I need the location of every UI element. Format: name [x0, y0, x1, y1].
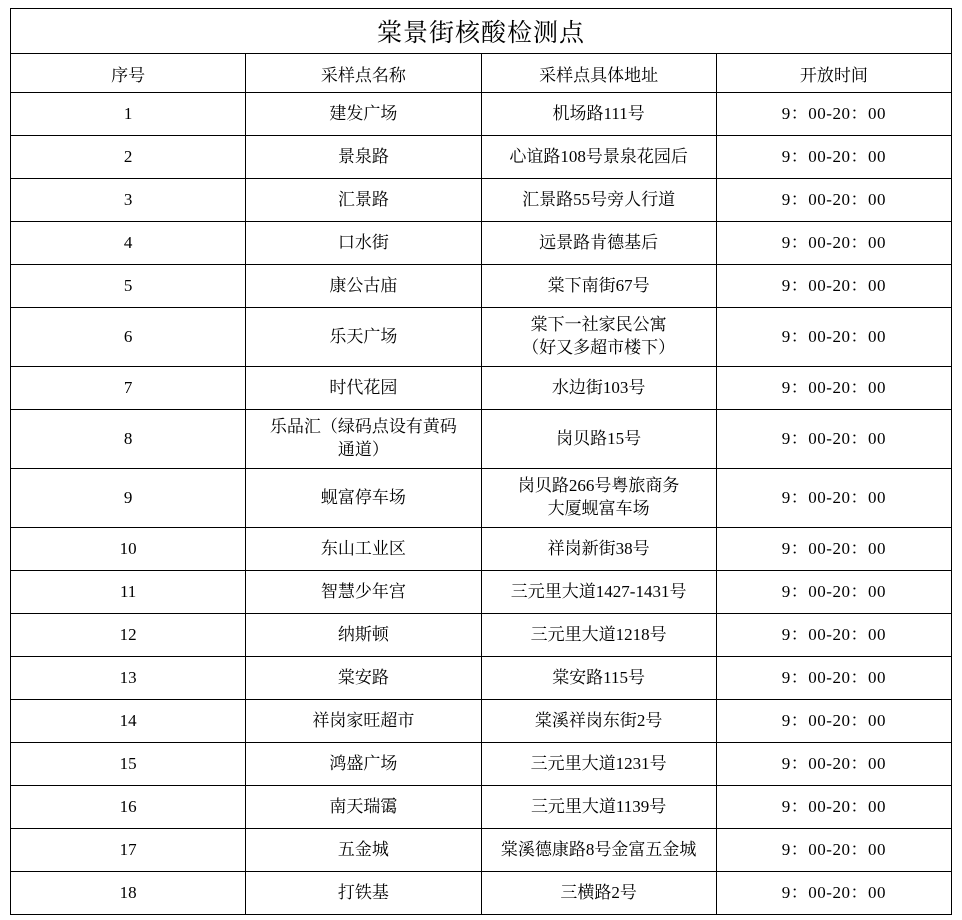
site-address: 棠溪德康路8号金富五金城	[481, 829, 716, 872]
site-name: 时代花园	[246, 367, 481, 410]
site-name: 鸿盛广场	[246, 743, 481, 786]
table-row	[11, 528, 952, 571]
row-index: 18	[11, 872, 246, 915]
row-index: 11	[11, 571, 246, 614]
site-hours: 9：00-20：00	[716, 657, 951, 700]
site-hours: 9：00-20：00	[716, 93, 951, 136]
site-name: 南天瑞霭	[246, 786, 481, 829]
site-hours: 9：00-20：00	[716, 179, 951, 222]
row-index: 4	[11, 222, 246, 265]
column-header-time: 开放时间	[716, 54, 951, 93]
table-row	[11, 657, 952, 700]
site-name	[246, 410, 481, 469]
row-index: 15	[11, 743, 246, 786]
row-index: 7	[11, 367, 246, 410]
site-hours: 9：00-20：00	[716, 528, 951, 571]
site-name: 打铁基	[246, 872, 481, 915]
title-row	[11, 9, 952, 54]
site-name-line2: 通道）	[337, 440, 389, 459]
table-row	[11, 829, 952, 872]
row-index: 6	[11, 308, 246, 367]
site-address: 三横路2号	[481, 872, 716, 915]
site-hours: 9：00-20：00	[716, 829, 951, 872]
row-index: 10	[11, 528, 246, 571]
site-address: 三元里大道1218号	[481, 614, 716, 657]
site-name-line1: 乐品汇（绿码点设有黄码	[269, 417, 457, 437]
site-address: 心谊路108号景泉花园后	[481, 136, 716, 179]
row-index: 14	[11, 700, 246, 743]
row-index: 13	[11, 657, 246, 700]
site-hours: 9：00-20：00	[716, 367, 951, 410]
testing-sites-table	[10, 8, 952, 915]
table-body	[11, 9, 952, 915]
site-address	[481, 308, 716, 367]
site-hours: 9：00-20：00	[716, 700, 951, 743]
site-address: 棠下南街67号	[481, 265, 716, 308]
row-index: 17	[11, 829, 246, 872]
site-address: 棠安路115号	[481, 657, 716, 700]
site-hours: 9：00-20：00	[716, 308, 951, 367]
table-row	[11, 571, 952, 614]
site-name: 汇景路	[246, 179, 481, 222]
site-hours: 9：00-20：00	[716, 469, 951, 528]
site-address: 岗贝路15号	[481, 410, 716, 469]
table-row	[11, 743, 952, 786]
site-name: 康公古庙	[246, 265, 481, 308]
header-row	[11, 54, 952, 93]
table-row	[11, 222, 952, 265]
column-header-index: 序号	[11, 54, 246, 93]
site-hours: 9：00-20：00	[716, 786, 951, 829]
site-address: 机场路111号	[481, 93, 716, 136]
table-row	[11, 93, 952, 136]
table-row	[11, 872, 952, 915]
site-address: 汇景路55号旁人行道	[481, 179, 716, 222]
column-header-name: 采样点名称	[246, 54, 481, 93]
row-index: 3	[11, 179, 246, 222]
site-name: 蚬富停车场	[246, 469, 481, 528]
table-row	[11, 700, 952, 743]
table-row	[11, 179, 952, 222]
site-hours: 9：00-20：00	[716, 872, 951, 915]
site-address: 三元里大道1231号	[481, 743, 716, 786]
site-hours: 9：00-20：00	[716, 410, 951, 469]
site-address: 棠溪祥岗东街2号	[481, 700, 716, 743]
site-hours: 9：00-20：00	[716, 743, 951, 786]
row-index: 16	[11, 786, 246, 829]
site-name: 智慧少年宫	[246, 571, 481, 614]
table-row	[11, 265, 952, 308]
site-name: 五金城	[246, 829, 481, 872]
row-index: 2	[11, 136, 246, 179]
site-name: 建发广场	[246, 93, 481, 136]
site-hours: 9：00-20：00	[716, 136, 951, 179]
site-address	[481, 469, 716, 528]
row-index: 1	[11, 93, 246, 136]
table-row	[11, 786, 952, 829]
table-row	[11, 367, 952, 410]
site-address: 三元里大道1139号	[481, 786, 716, 829]
row-index: 8	[11, 410, 246, 469]
row-index: 5	[11, 265, 246, 308]
table-row	[11, 410, 952, 469]
table-row	[11, 136, 952, 179]
site-address-line1: 岗贝路266号粤旅商务	[517, 476, 680, 496]
site-hours: 9：00-20：00	[716, 614, 951, 657]
site-hours: 9：00-20：00	[716, 222, 951, 265]
column-header-address: 采样点具体地址	[481, 54, 716, 93]
site-address: 远景路肯德基后	[481, 222, 716, 265]
site-name: 口水街	[246, 222, 481, 265]
row-index: 12	[11, 614, 246, 657]
site-address-line1: 棠下一社家民公寓	[530, 315, 667, 335]
table-row	[11, 614, 952, 657]
table-row	[11, 308, 952, 367]
site-name: 东山工业区	[246, 528, 481, 571]
site-hours: 9：00-20：00	[716, 265, 951, 308]
site-name: 纳斯顿	[246, 614, 481, 657]
table-row	[11, 469, 952, 528]
site-name: 祥岗家旺超市	[246, 700, 481, 743]
site-name: 棠安路	[246, 657, 481, 700]
site-address-line2: 大厦蚬富车场	[547, 499, 650, 518]
site-address: 祥岗新街38号	[481, 528, 716, 571]
row-index: 9	[11, 469, 246, 528]
site-name: 乐天广场	[246, 308, 481, 367]
site-name: 景泉路	[246, 136, 481, 179]
page-title: 棠景街核酸检测点	[11, 9, 952, 54]
site-address-line2: （好又多超市楼下）	[522, 338, 676, 357]
site-address: 三元里大道1427-1431号	[481, 571, 716, 614]
site-hours: 9：00-20：00	[716, 571, 951, 614]
site-address: 水边街103号	[481, 367, 716, 410]
